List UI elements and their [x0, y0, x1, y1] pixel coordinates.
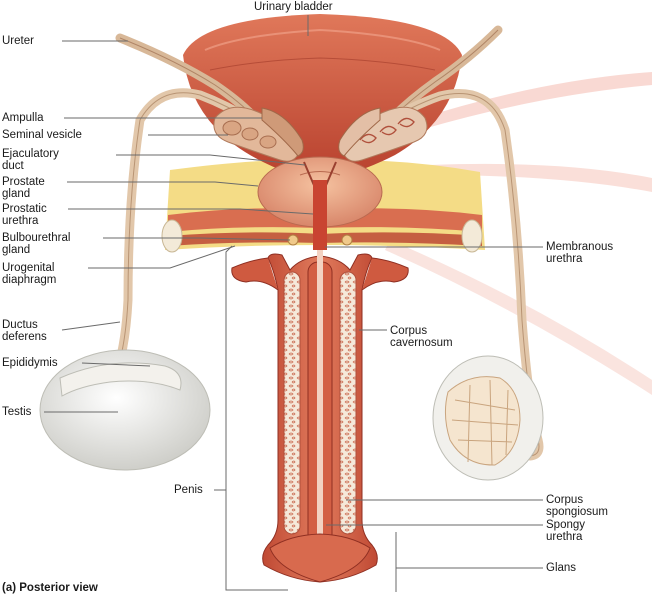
- label-urogenital-diaphragm: Urogenital diaphragm: [2, 262, 57, 286]
- label-epididymis: Epididymis: [2, 357, 58, 369]
- label-seminal-vesicle: Seminal vesicle: [2, 129, 82, 141]
- label-ejaculatory-duct: Ejaculatory duct: [2, 148, 59, 172]
- label-corpus-cavernosum: Corpus cavernosum: [390, 325, 453, 349]
- label-ductus-deferens: Ductus deferens: [2, 319, 47, 343]
- label-glans: Glans: [546, 562, 577, 574]
- figure-caption: (a) Posterior view: [2, 582, 98, 594]
- label-ampulla: Ampulla: [2, 112, 44, 124]
- label-urinary-bladder: Urinary bladder: [254, 1, 333, 13]
- label-spongy-urethra: Spongy urethra: [546, 519, 586, 543]
- label-corpus-spongiosum: Corpus spongiosum: [546, 494, 609, 518]
- label-bulbourethral-gland: Bulbourethral gland: [2, 232, 71, 256]
- label-membranous-urethra: Membranous urethra: [546, 241, 614, 265]
- label-ureter: Ureter: [2, 35, 34, 47]
- label-prostatic-urethra: Prostatic urethra: [2, 203, 47, 227]
- prostatic-urethra-shape: [313, 180, 327, 250]
- corpus-cavernosum-right: [340, 272, 356, 534]
- corpus-cavernosum-left: [284, 272, 300, 534]
- spongy-urethra-shape: [317, 250, 323, 572]
- label-prostate-gland: Prostate gland: [2, 176, 45, 200]
- label-testis: Testis: [2, 406, 32, 418]
- bulbourethral-gland-right: [342, 235, 352, 245]
- bone-left: [162, 220, 182, 252]
- label-penis: Penis: [174, 484, 203, 496]
